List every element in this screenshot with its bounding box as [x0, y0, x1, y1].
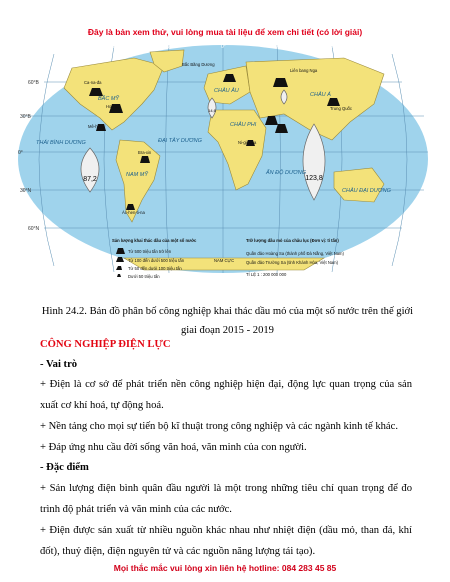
- role-item: + Đáp ứng nhu cầu đời sống văn hoá, văn minh của con người.: [40, 442, 307, 453]
- preview-notice: Đây là bản xem thử, vui lòng mua tài liệu để xem chi tiết (có lời giải): [87, 27, 363, 37]
- svg-text:Từ 100 đến dưới 500 triệu tấn: Từ 100 đến dưới 500 triệu tấn: [128, 258, 185, 263]
- svg-text:BẮC MỸ: BẮC MỸ: [98, 96, 120, 102]
- svg-text:180°: 180°: [384, 46, 395, 52]
- role-item: + Điện là cơ sở để phát triển nền công nghiệp hiện đại, động lực quan trọng của sản xuất cơ khí hoá, tự động hoá.: [40, 379, 412, 411]
- svg-text:NAM CỰC: NAM CỰC: [214, 258, 235, 263]
- svg-text:Dưới 50 triệu tấn: Dưới 50 triệu tấn: [128, 274, 160, 279]
- role-heading: - Vai trò: [40, 359, 78, 370]
- reserve-value: 14,6: [208, 108, 216, 113]
- svg-text:Từ 500 triệu tấn trở lên: Từ 500 triệu tấn trở lên: [128, 249, 172, 254]
- section-title: CÔNG NGHIỆP ĐIỆN LỰC: [40, 339, 171, 350]
- svg-text:60°B: 60°B: [28, 80, 39, 86]
- svg-text:CHÂU PHI: CHÂU PHI: [230, 122, 257, 128]
- svg-text:60°T: 60°T: [164, 44, 175, 50]
- svg-text:60°N: 60°N: [28, 226, 40, 232]
- svg-text:CHÂU ÂU: CHÂU ÂU: [214, 88, 239, 94]
- svg-text:ẤN ĐỘ DƯƠNG: ẤN ĐỘ DƯƠNG: [266, 170, 306, 176]
- svg-text:Ni-giê-ri-a: Ni-giê-ri-a: [238, 140, 257, 145]
- svg-text:TỈ LỆ 1 : 200 000 000: TỈ LỆ 1 : 200 000 000: [246, 272, 287, 277]
- svg-text:Hoa Kỳ: Hoa Kỳ: [106, 104, 120, 109]
- svg-text:0°: 0°: [221, 44, 226, 50]
- svg-text:Từ 50 đến dưới 100 triệu tấn: Từ 50 đến dưới 100 triệu tấn: [128, 266, 182, 271]
- reserve-value: 87,2: [83, 176, 97, 183]
- feature-heading: - Đặc điểm: [40, 462, 89, 473]
- svg-text:30°N: 30°N: [20, 188, 32, 194]
- svg-text:CHÂU Á: CHÂU Á: [310, 92, 331, 98]
- svg-text:Sản lượng khai thác dầu của mộ: Sản lượng khai thác dầu của một số nước: [112, 238, 197, 243]
- svg-text:180°: 180°: [58, 46, 69, 52]
- svg-text:CHÂU ĐẠI DƯƠNG: CHÂU ĐẠI DƯƠNG: [342, 188, 391, 194]
- svg-text:60°Đ: 60°Đ: [272, 44, 284, 50]
- svg-text:Quần đảo Trường Sa (tỉnh Khánh: Quần đảo Trường Sa (tỉnh Khánh Hòa, Việt Nam): [246, 260, 339, 265]
- feature-item: + Điện được sản xuất từ nhiều nguồn khác nhau như nhiệt điện (dầu mỏ, than đá, khí đốt), thuỷ điện, điện nguyên tử và các nguồn năng lượng tái tạo).: [40, 525, 412, 557]
- svg-text:THÁI BÌNH DƯƠNG: THÁI BÌNH DƯƠNG: [36, 140, 86, 146]
- hotline-notice: Mọi thắc mắc vui lòng xin liên hệ hotline: 084 283 45 85: [113, 563, 337, 573]
- feature-item: + Sản lượng điện bình quân đầu người là một trong những tiêu chí quan trọng để đo trình độ phát triển và văn minh của các nước.: [40, 483, 412, 515]
- svg-text:30°B: 30°B: [20, 114, 31, 120]
- svg-text:Bắc Băng Dương: Bắc Băng Dương: [182, 62, 215, 67]
- svg-text:Ác-hen-ti-na: Ác-hen-ti-na: [122, 210, 145, 215]
- svg-text:NAM MỸ: NAM MỸ: [126, 172, 148, 178]
- svg-text:120°Đ: 120°Đ: [328, 44, 342, 50]
- role-item: + Nền tảng cho mọi sự tiến bộ kĩ thuật trong công nghiệp và các ngành kinh tế khác.: [40, 421, 398, 432]
- svg-text:0°: 0°: [18, 150, 23, 156]
- svg-text:ĐẠI TÂY DƯƠNG: ĐẠI TÂY DƯƠNG: [158, 138, 202, 144]
- svg-text:Ca-na-đa: Ca-na-đa: [84, 80, 102, 85]
- svg-text:Liên bang Nga: Liên bang Nga: [290, 68, 318, 73]
- svg-text:Mê-hi-cô: Mê-hi-cô: [88, 124, 105, 129]
- svg-text:Trung Quốc: Trung Quốc: [330, 106, 352, 111]
- svg-text:Trữ lượng dầu mỏ của châu lục: Trữ lượng dầu mỏ của châu lục (Đơn vị: tỉ tấn): [246, 238, 339, 243]
- figure-caption: Hình 24.2. Bản đồ phân bố công nghiệp khai thác dầu mỏ của một số nước trên thế giới giai đoạn 2015 - 2019: [41, 306, 414, 336]
- svg-text:Quần đảo Hoàng Sa (thành phố Đ: Quần đảo Hoàng Sa (thành phố Đà Nẵng, Việt Nam): [246, 251, 344, 256]
- reserve-value: 123,8: [305, 175, 323, 182]
- svg-text:120°T: 120°T: [110, 44, 124, 50]
- world-oil-map: [14, 44, 432, 288]
- svg-text:Bra-xin: Bra-xin: [138, 150, 152, 155]
